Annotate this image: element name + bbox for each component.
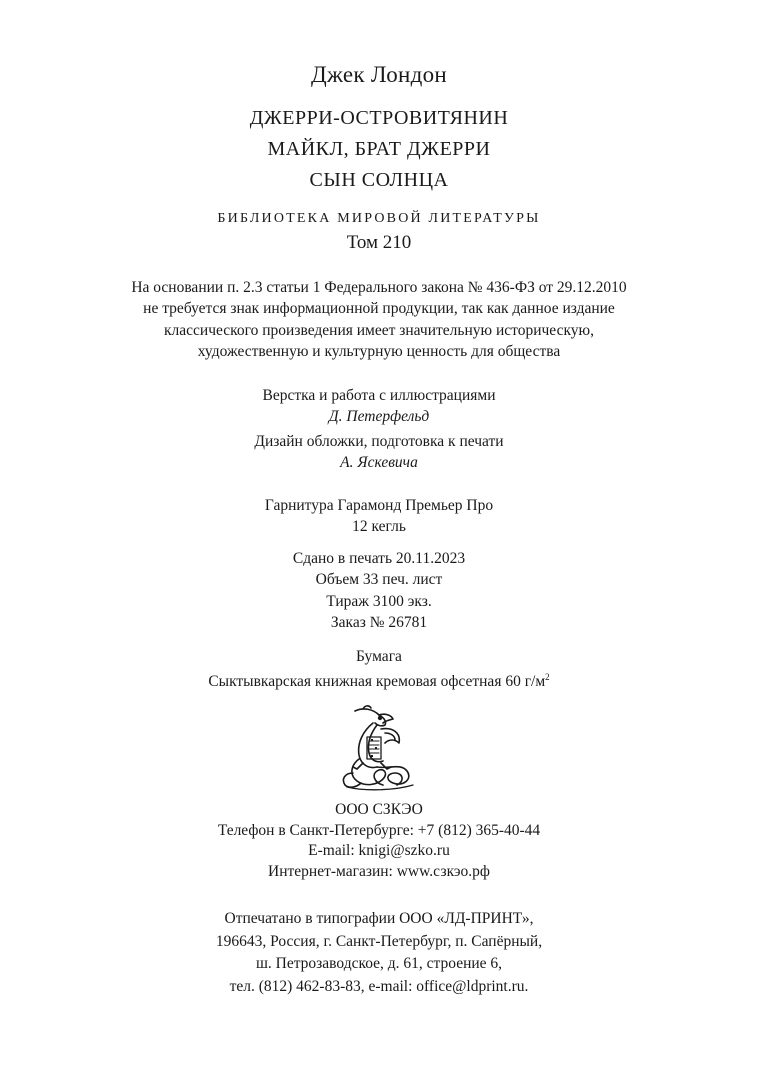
dragon-emblem-icon bbox=[333, 703, 425, 793]
book-title: МАЙКЛ, БРАТ ДЖЕРРИ bbox=[267, 138, 491, 160]
printer-info-line: тел. (812) 462-83-83, e-mail: office@ldprint.ru. bbox=[229, 977, 529, 995]
credits-block bbox=[0, 385, 758, 473]
publisher-phone: Телефон в Санкт-Петербурге: +7 (812) 365-40-44 bbox=[217, 821, 541, 839]
book-titles bbox=[0, 103, 758, 196]
print-info-line: Объем 33 печ. лист bbox=[315, 571, 443, 589]
author-name: Джек Лондон bbox=[310, 62, 448, 87]
print-info-line: Заказ № 26781 bbox=[330, 613, 428, 631]
paper-description: Сыктывкарская книжная кремовая офсетная 60 г/м bbox=[208, 673, 546, 690]
legal-notice-line: На основании п. 2.3 статьи 1 Федерального закона № 436-ФЗ от 29.12.2010 bbox=[131, 279, 627, 296]
book-title: ДЖЕРРИ-ОСТРОВИТЯНИН bbox=[249, 107, 509, 129]
paper-description-line bbox=[0, 667, 758, 692]
credit-name-layout: Д. Петерфельд bbox=[328, 408, 430, 425]
legal-notice-line: художественную и культурную ценность для общества bbox=[197, 342, 561, 360]
typeface-info bbox=[0, 495, 758, 537]
publisher-info bbox=[0, 800, 758, 882]
legal-notice-line: классического произведения имеет значительную историческую, bbox=[164, 321, 594, 339]
typeface-font: Гарнитура Гарамонд Премьер Про bbox=[264, 497, 494, 514]
paper-info bbox=[0, 646, 758, 692]
typeface-size: 12 кегль bbox=[352, 518, 406, 535]
legal-notice bbox=[0, 277, 758, 362]
print-info-line: Сдано в печать 20.11.2023 bbox=[292, 550, 466, 567]
series-name: БИБЛИОТЕКА МИРОВОЙ ЛИТЕРАТУРЫ bbox=[217, 211, 541, 226]
publisher-name: ООО СЗКЭО bbox=[335, 801, 423, 818]
printer-info bbox=[0, 908, 758, 998]
paper-heading: Бумага bbox=[356, 648, 402, 665]
publisher-email: E-mail: knigi@szko.ru bbox=[308, 842, 450, 859]
credit-name-cover: А. Яскевича bbox=[340, 454, 418, 471]
legal-notice-line: не требуется знак информационной продукции, так как данное издание bbox=[143, 300, 615, 318]
printer-info-line: Отпечатано в типографии ООО «ЛД-ПРИНТ», bbox=[224, 910, 534, 927]
volume-number: Том 210 bbox=[346, 232, 412, 253]
print-info bbox=[0, 548, 758, 633]
credit-role-layout: Верстка и работа с иллюстрациями bbox=[262, 387, 496, 404]
credit-role-cover: Дизайн обложки, подготовка к печати bbox=[254, 433, 504, 450]
print-info-line: Тираж 3100 экз. bbox=[326, 592, 432, 610]
publisher-shop: Интернет-магазин: www.сзкэо.рф bbox=[268, 862, 490, 880]
printer-info-line: ш. Петрозаводское, д. 61, строение 6, bbox=[255, 955, 503, 972]
paper-unit-superscript: 2 bbox=[545, 672, 550, 682]
printer-info-line: 196643, Россия, г. Санкт-Петербург, п. Сапёрный, bbox=[215, 932, 543, 950]
book-title: СЫН СОЛНЦА bbox=[309, 169, 449, 191]
